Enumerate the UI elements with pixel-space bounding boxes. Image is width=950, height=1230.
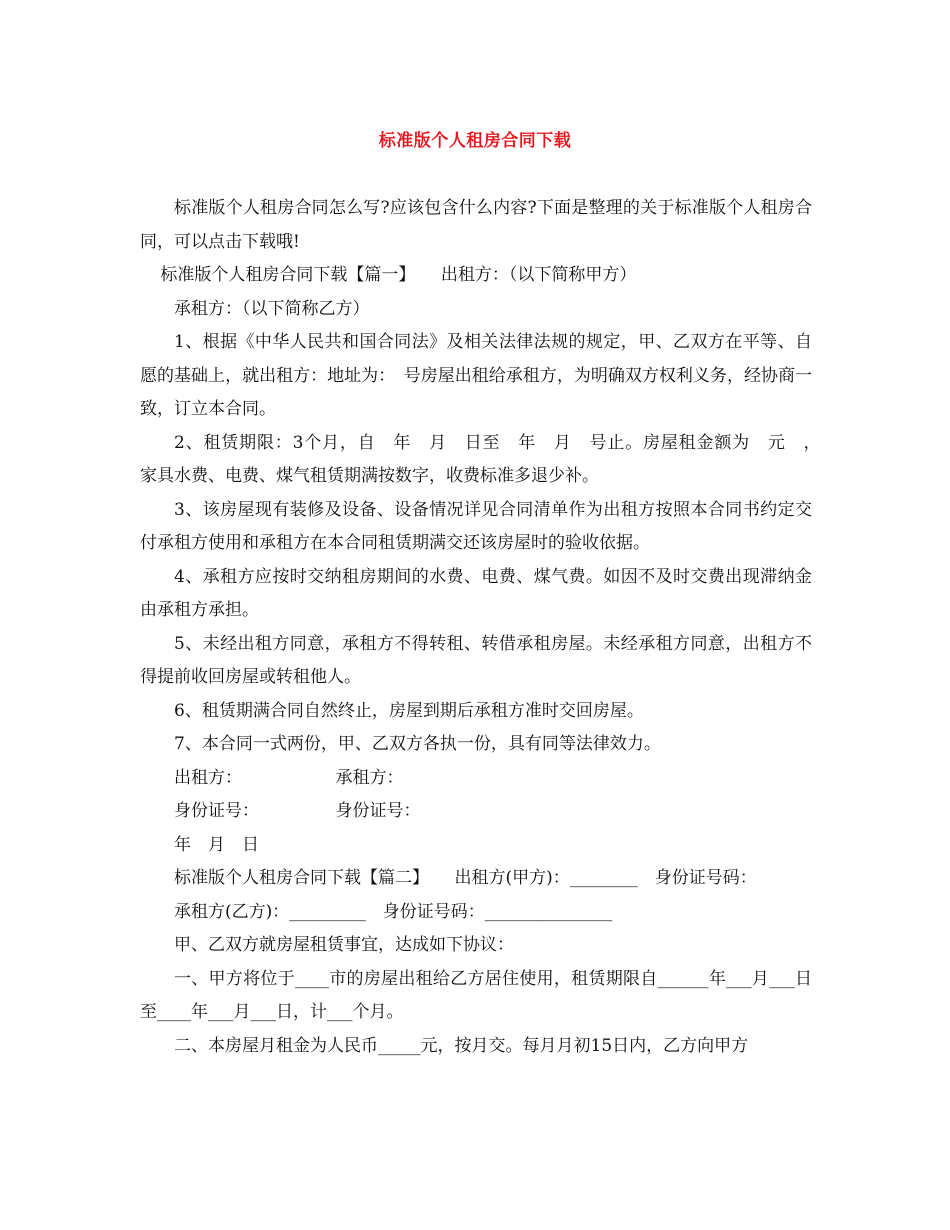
clause-5: 5、未经出租方同意，承租方不得转租、转借承租房屋。未经承租方同意，出租方不得提前收回房屋或转租他人。 (140, 633, 812, 687)
signature-parties: 出租方： 承租方： (174, 767, 404, 788)
clause-4: 4、承租方应按时交纳租房期间的水费、电费、煤气费。如因不及时交费出现滞纳金由承租方承担。 (140, 566, 812, 620)
clause-3: 3、该房屋现有装修及设备、设备情况详见合同清单作为出租方按照本合同书约定交付承租方使用和承租方在本合同租赁期满交还该房屋时的验收依据。 (140, 499, 812, 553)
tenant-line: 承租方：（以下简称乙方） (174, 298, 370, 319)
clause-6: 6、租赁期满合同自然终止，房屋到期后承租方准时交回房屋。 (174, 700, 644, 721)
section-two-clause-1: 一、甲方将位于____市的房屋出租给乙方居住使用，租赁期限自______年___月___日至____年___月___日，计___个月。 (140, 968, 812, 1022)
document-title: 标准版个人租房合同下载 (378, 131, 572, 151)
section-two-heading: 标准版个人租房合同下载【篇二】 出租方(甲方)：________ 身份证号码： (174, 868, 757, 888)
clause-1: 1、根据《中华人民共和国合同法》及相关法律法规的规定，甲、乙双方在平等、自愿的基础上，就出租方：地址为： 号房屋出租给承租方，为明确双方权利义务，经协商一致，订立本合同。 (140, 332, 812, 419)
section-one-heading: 标准版个人租房合同下载【篇一】 出租方：（以下简称甲方） (160, 265, 637, 285)
document-body (140, 192, 829, 1063)
section-two-agreement: 甲、乙双方就房屋租赁事宜，达成如下协议： (174, 935, 514, 955)
section-two-tenant: 承租方(乙方)：_________ 身份证号码：_______________ (174, 901, 613, 922)
signature-id-numbers: 身份证号： 身份证号： (174, 801, 421, 821)
intro-paragraph: 标准版个人租房合同怎么写?应该包含什么内容?下面是整理的关于标准版个人租房合同，可以点击下载哦! (140, 198, 812, 252)
signature-date: 年 月 日 (174, 834, 259, 855)
clause-2: 2、租赁期限：3个月，自 年 月 日至 年 月 号止。房屋租金额为 元 ， 家具水费、电费、煤气租赁期满按数字，收费标准多退少补。 (140, 432, 829, 486)
section-two-clause-2: 二、本房屋月租金为人民币_____元，按月交。每月月初15日内，乙方向甲方 (174, 1035, 749, 1056)
clause-7: 7、本合同一式两份，甲、乙双方各执一份，具有同等法律效力。 (174, 734, 661, 754)
